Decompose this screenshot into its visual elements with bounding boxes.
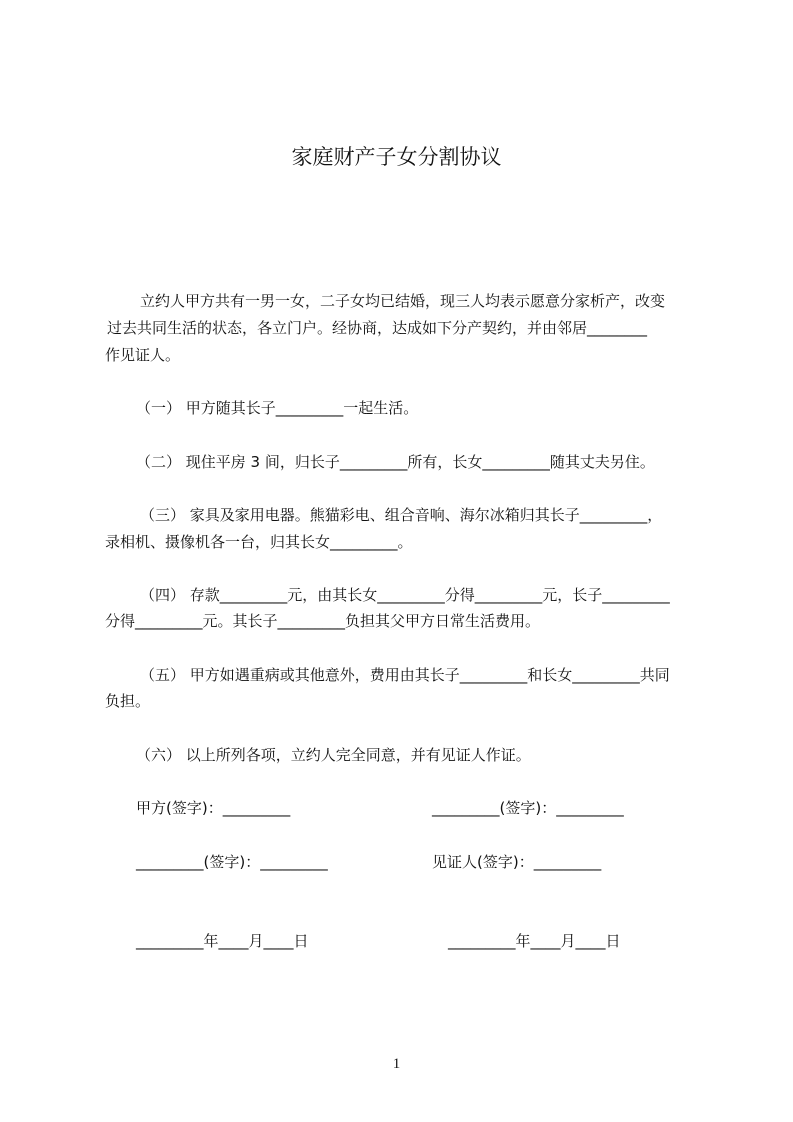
document-title: 家庭财产子女分割协议 xyxy=(291,145,502,169)
clause-5-line-2: 负担。 xyxy=(105,692,151,710)
signature-party-2: _________(签字)：_________ xyxy=(432,799,624,817)
clause-6: （六） 以上所列各项，立约人完全同意，并有见证人作证。 xyxy=(136,746,531,764)
date-left: _________年____月____日 xyxy=(136,932,309,950)
page-number: 1 xyxy=(392,1056,401,1072)
signature-party-a: 甲方(签字)：_________ xyxy=(136,799,291,817)
intro-line-2: 过去共同生活的状态，各立门户。经协商，达成如下分产契约，并由邻居________ xyxy=(107,319,648,337)
clause-4-line-1: （四） 存款_________元，由其长女_________分得_________元，长子_________ xyxy=(140,586,670,604)
clause-3-line-2: 录相机、摄像机各一台，归其长女_________。 xyxy=(105,533,413,551)
date-right: _________年____月____日 xyxy=(448,932,621,950)
clause-2: （二） 现住平房 3 间，归长子_________所有，长女_________随其丈夫另住。 xyxy=(136,453,655,471)
signature-party-3: _________(签字)：_________ xyxy=(136,853,328,871)
clause-5-line-1: （五） 甲方如遇重病或其他意外，费用由其长子_________和长女_________共同 xyxy=(140,666,670,684)
intro-line-1: 立约人甲方共有一男一女，二子女均已结婚，现三人均表示愿意分家析产，改变 xyxy=(140,292,666,310)
intro-line-3: 作见证人。 xyxy=(105,346,181,364)
clause-1: （一） 甲方随其长子_________一起生活。 xyxy=(136,399,419,417)
signature-witness: 见证人(签字)：_________ xyxy=(432,853,602,871)
clause-3-line-1: （三） 家具及家用电器。熊猫彩电、组合音响、海尔冰箱归其长子_________， xyxy=(140,506,663,524)
clause-4-line-2: 分得_________元。其长子_________负担其父甲方日常生活费用。 xyxy=(105,612,541,630)
